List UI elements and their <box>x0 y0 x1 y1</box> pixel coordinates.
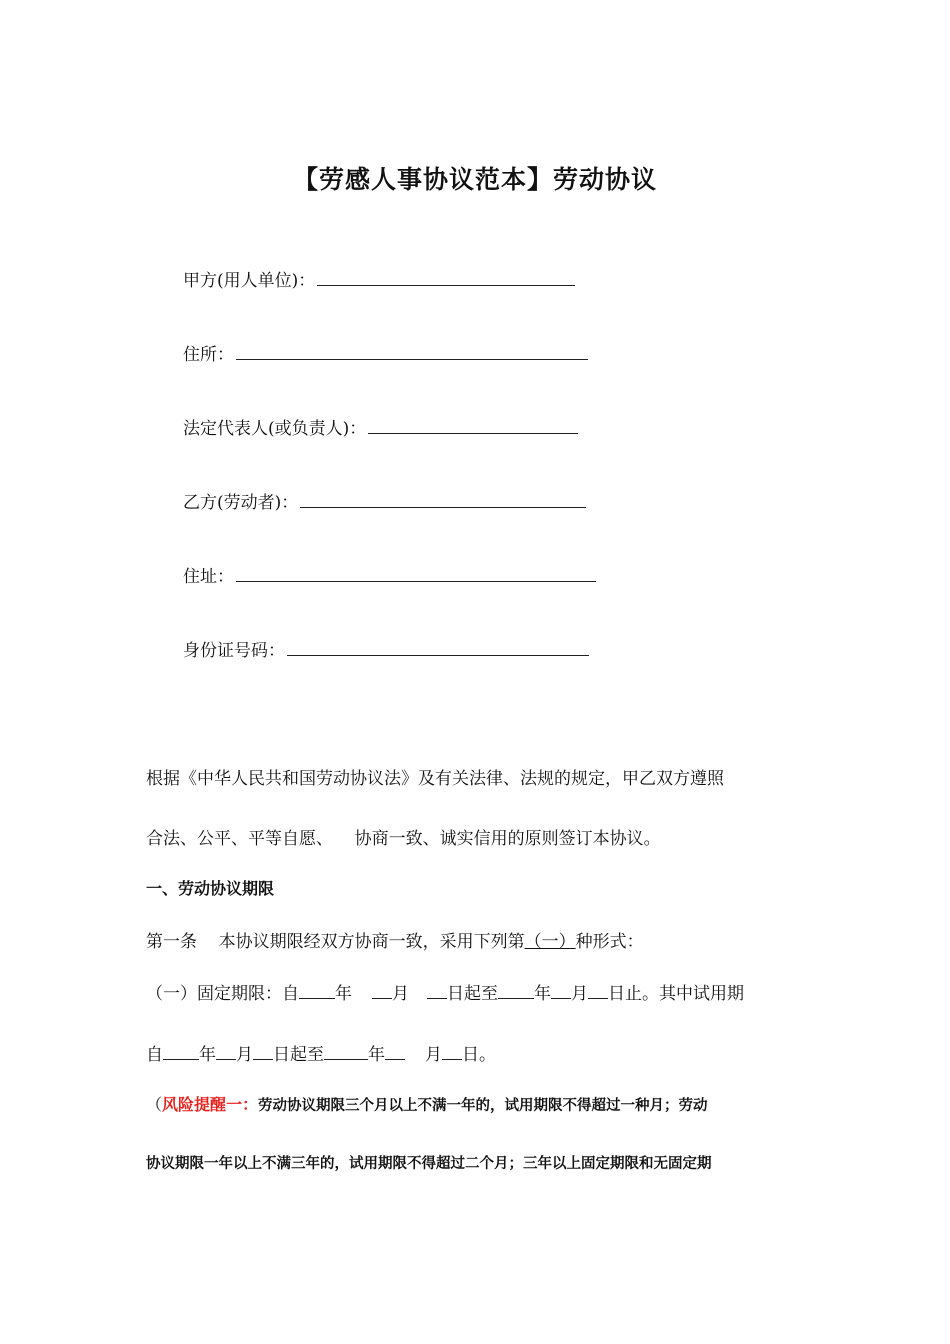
year-label: 年 <box>335 984 352 1004</box>
address-blank[interactable] <box>236 358 588 360</box>
day-end-label: 日止。其中试用期 <box>608 984 744 1004</box>
risk-reminder-line-1 <box>146 1092 708 1115</box>
article-1 <box>146 927 644 952</box>
trial-end-month-blank[interactable] <box>385 1045 405 1060</box>
fixed-term-line-1 <box>146 979 744 1004</box>
trial-start-day-blank[interactable] <box>253 1045 273 1060</box>
month-label: 月 <box>425 1045 442 1065</box>
risk-reminder-line-2: 协议期限一年以上不满三年的，试用期限不得超过二个月；三年以上固定期限和无固定期 <box>146 1156 712 1172</box>
intro-line-2: 合法、公平、平等自愿、 协商一致、诚实信用的原则签订本协议。 <box>146 829 661 849</box>
from-label: 自 <box>146 1045 163 1065</box>
legal-rep-blank[interactable] <box>368 432 578 434</box>
day-to-label: 日起至 <box>273 1045 324 1065</box>
end-day-blank[interactable] <box>588 984 608 999</box>
legal-rep-field <box>183 414 578 439</box>
employee-field <box>183 488 586 513</box>
day-to-label: 日起至 <box>447 984 498 1004</box>
article-1-prefix: 第一条 本协议期限经双方协商一致，采用下列第 <box>146 932 525 952</box>
article-1-choice[interactable]: （一） <box>524 932 576 952</box>
end-month-blank[interactable] <box>551 984 571 999</box>
trial-start-month-blank[interactable] <box>216 1045 236 1060</box>
year-label: 年 <box>368 1045 385 1065</box>
fixed-term-label: （一）固定期限：自 <box>146 984 299 1004</box>
employee-address-blank[interactable] <box>236 580 596 582</box>
intro-line-1: 根据《中华人民共和国劳动协议法》及有关法律、法规的规定，甲乙双方遵照 <box>146 769 724 789</box>
trial-end-year-blank[interactable] <box>324 1045 368 1060</box>
employer-blank[interactable] <box>317 284 575 286</box>
id-number-label: 身份证号码： <box>183 641 285 661</box>
year-label: 年 <box>199 1045 216 1065</box>
end-year-blank[interactable] <box>498 984 534 999</box>
address-field <box>183 340 588 365</box>
address-label: 住所： <box>183 345 234 365</box>
article-1-suffix: 种形式： <box>575 932 644 952</box>
employee-address-label: 住址： <box>183 567 234 587</box>
risk-open-paren: （ <box>146 1095 163 1114</box>
day-label: 日。 <box>462 1045 496 1065</box>
employer-label: 甲方(用人单位)： <box>183 271 316 291</box>
start-month-blank[interactable] <box>372 984 392 999</box>
start-day-blank[interactable] <box>427 984 447 999</box>
employer-field <box>183 266 575 291</box>
employee-address-field <box>183 562 596 587</box>
employee-blank[interactable] <box>300 506 586 508</box>
fixed-term-line-2 <box>146 1040 496 1065</box>
month-label: 月 <box>392 984 409 1004</box>
month-label: 月 <box>571 984 588 1004</box>
risk-text-1: 劳动协议期限三个月以上不满一年的，试用期限不得超过一种月；劳动 <box>258 1098 708 1114</box>
id-number-field <box>183 636 589 661</box>
section-heading: 一、劳动协议期限 <box>146 879 275 898</box>
trial-start-year-blank[interactable] <box>163 1045 199 1060</box>
employee-label: 乙方(劳动者)： <box>183 493 299 513</box>
year-label: 年 <box>534 984 551 1004</box>
start-year-blank[interactable] <box>299 984 335 999</box>
risk-label: 风险提醒一： <box>162 1095 259 1114</box>
trial-end-day-blank[interactable] <box>442 1045 462 1060</box>
id-number-blank[interactable] <box>287 654 589 656</box>
month-label: 月 <box>236 1045 253 1065</box>
document-title: 【劳感人事协议范本】劳动协议 <box>292 165 657 194</box>
legal-rep-label: 法定代表人(或负责人)： <box>183 419 367 439</box>
